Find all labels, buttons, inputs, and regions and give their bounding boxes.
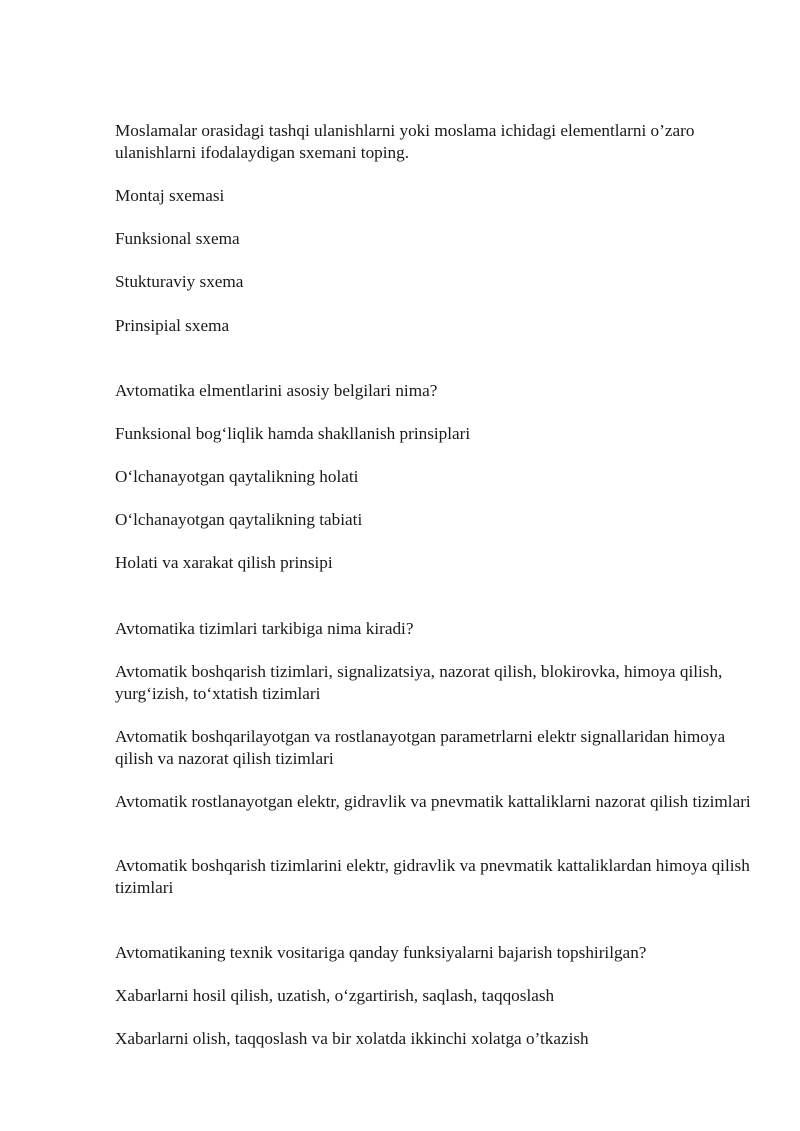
question-3-option-4: Avtomatik boshqarish tizimlarini elektr, gidravlik va pnevmatik kattaliklardan himoya qilish tizimlari (115, 856, 750, 897)
question-4-text: Avtomatikaning texnik vositariga qanday funksiyalarni bajarish topshirilgan? (115, 943, 647, 962)
question-1-option-2: Funksional sxema (115, 229, 240, 248)
question-2-text: Avtomatika elmentlarini asosiy belgilari nima? (115, 381, 438, 400)
question-2-option-3: O‘lchanayotgan qaytalikning tabiati (115, 510, 363, 529)
question-1-text: Moslamalar orasidagi tashqi ulanishlarni yoki moslama ichidagi elementlarni o’zaro ulanishlarni ifodalaydigan sxemani toping. (115, 121, 695, 162)
question-2-option-2: O‘lchanayotgan qaytalikning holati (115, 467, 359, 486)
question-3-option-1: Avtomatik boshqarish tizimlari, signalizatsiya, nazorat qilish, blokirovka, himoya qilish, yurg‘izish, to‘xtatish tizimlari (115, 662, 723, 703)
question-1-option-1: Montaj sxemasi (115, 186, 225, 205)
question-4-option-2: Xabarlarni olish, taqqoslash va bir xolatda ikkinchi xolatga o’tkazish (115, 1029, 589, 1048)
question-4-option-1: Xabarlarni hosil qilish, uzatish, o‘zgartirish, saqlash, taqqoslash (115, 986, 555, 1005)
question-3-option-2: Avtomatik boshqarilayotgan va rostlanayotgan parametrlarni elektr signallaridan himoya qilish va nazorat qilish tizimlari (115, 727, 726, 768)
question-3-text: Avtomatika tizimlari tarkibiga nima kiradi? (115, 619, 414, 638)
question-2-option-4: Holati va xarakat qilish prinsipi (115, 553, 333, 572)
question-1-option-3: Stukturaviy sxema (115, 272, 244, 291)
question-2-option-1: Funksional bog‘liqlik hamda shakllanish prinsiplari (115, 424, 471, 443)
question-3-option-3: Avtomatik rostlanayotgan elektr, gidravlik va pnevmatik kattaliklarni nazorat qilish tizimlari (115, 792, 751, 811)
question-1-option-4: Prinsipial sxema (115, 316, 230, 335)
